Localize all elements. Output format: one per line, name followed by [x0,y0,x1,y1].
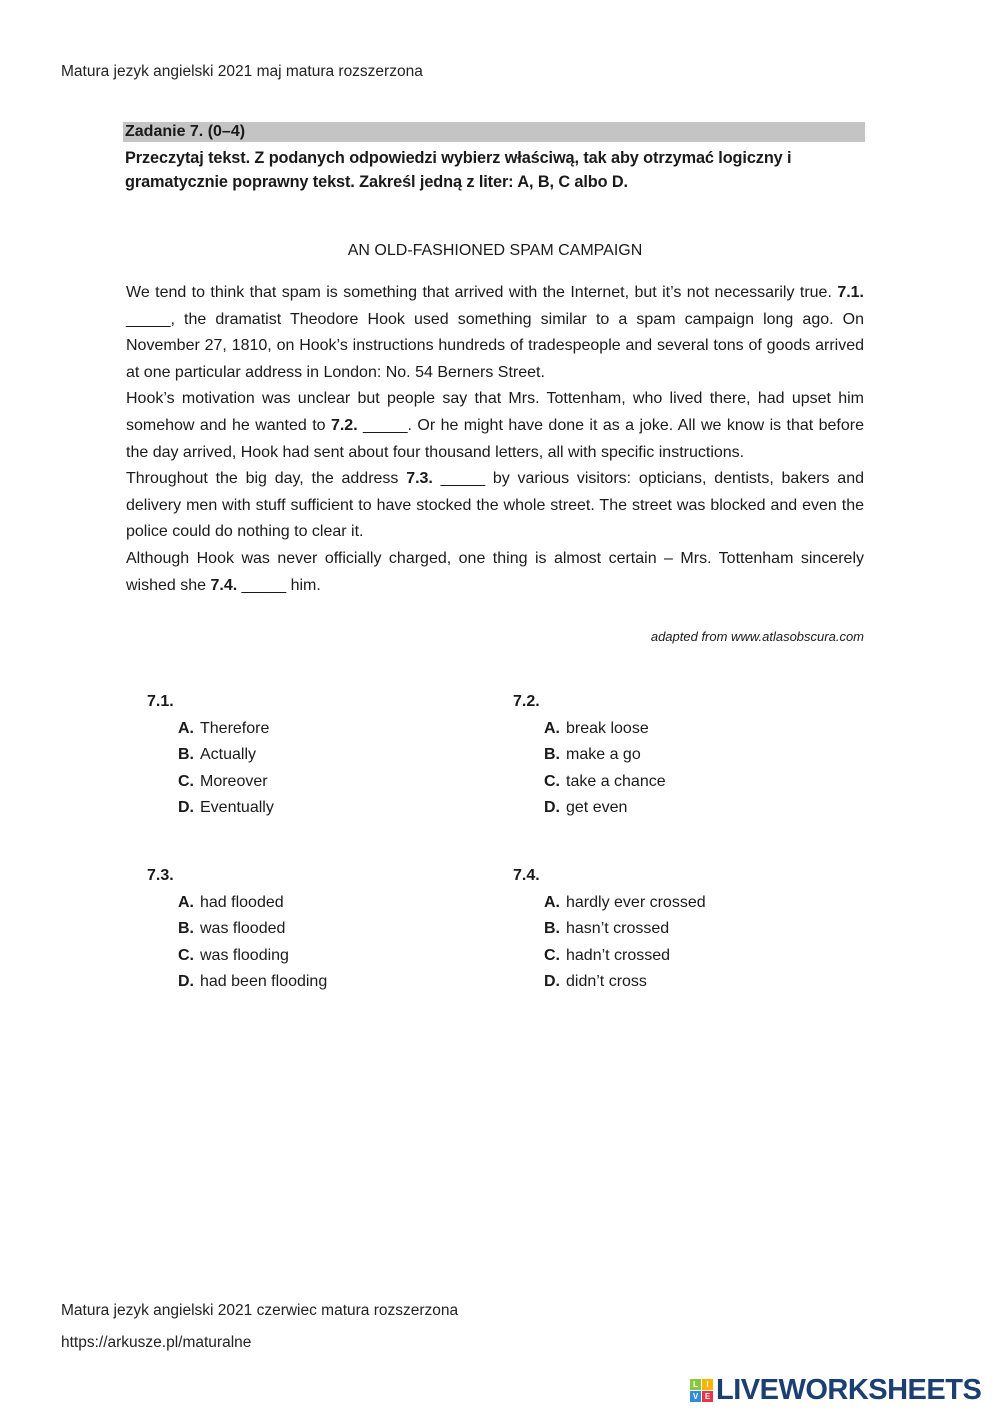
gap-7-3: 7.3. [406,470,433,488]
task-label: Zadanie 7. (0–4) [123,122,865,142]
option-text: Therefore [200,719,270,737]
option-text: get even [566,799,628,817]
option-letter: B. [544,920,560,938]
option-text: take a chance [566,772,666,790]
option-text: didn’t cross [566,973,647,991]
badge-letter: I [702,1379,713,1390]
answer-option[interactable] [178,769,274,796]
option-letter: B. [178,920,194,938]
source-note: adapted from www.atlasobscura.com [650,629,864,644]
paragraph [126,546,864,599]
text-span: Although Hook was never officially charged, one thing is almost certain – Mrs. Tottenham sincerely wished she [126,549,864,594]
option-text: was flooding [200,946,289,964]
option-letter: C. [178,946,194,964]
live-badge-icon [690,1379,713,1402]
option-letter: C. [544,946,560,964]
gap-7-4: 7.4. [210,576,238,594]
answer-option[interactable] [178,943,327,970]
question-4 [513,863,706,996]
answer-option[interactable] [544,969,706,996]
option-text: break loose [566,719,649,737]
answer-option[interactable] [544,742,666,769]
answer-option[interactable] [178,742,274,769]
option-letter: C. [544,772,560,790]
option-letter: D. [178,973,194,991]
question-number: 7.3. [147,867,174,884]
answer-option[interactable] [178,969,327,996]
reading-text [126,280,864,599]
option-text: was flooded [200,920,286,938]
option-letter: D. [178,799,194,817]
option-letter: A. [178,719,194,737]
answer-option[interactable] [544,795,666,822]
answer-option[interactable] [544,916,706,943]
text-title: AN OLD-FASHIONED SPAM CAMPAIGN [347,242,643,259]
question-number: 7.4. [513,867,540,884]
badge-letter: L [690,1379,701,1390]
option-letter: B. [178,746,194,764]
text-span: We tend to think that spam is something that arrived with the Internet, but it’s not necessarily true. [126,284,838,301]
option-text: hadn’t crossed [566,946,671,964]
gap-7-1: 7.1. [837,284,864,301]
option-letter: C. [178,772,194,790]
footer-url[interactable]: https://arkusze.pl/maturalne [61,1334,252,1351]
paragraph [126,466,864,546]
answer-option[interactable] [544,716,666,743]
text-span: _____ by various visitors: opticians, dentists, bakers and delivery men with stuff sufficient to have stocked the whole street. The street was blocked and even the police could do nothing to clear it. [126,470,865,541]
answer-option[interactable] [178,716,274,743]
footer-line-1: Matura jezyk angielski 2021 czerwiec matura rozszerzona [61,1302,459,1319]
question-1 [147,689,274,822]
option-text: Eventually [200,799,274,817]
option-letter: A. [178,893,194,911]
option-letter: A. [544,719,560,737]
paragraph [126,386,864,466]
option-text: had been flooding [200,973,328,991]
option-text: Actually [200,746,257,764]
answer-option[interactable] [178,795,274,822]
option-text: Moreover [200,772,268,790]
option-text: hasn’t crossed [566,920,670,938]
option-text: make a go [566,746,641,764]
question-number: 7.1. [147,693,174,710]
page-header: Matura jezyk angielski 2021 maj matura rozszerzona [61,63,423,80]
text-span: _____, the dramatist Theodore Hook used something similar to a spam campaign long ago. On November 27, 1810, on Hook’s instructions hundreds of tradespeople and several tons of goods arrived at one particular address in London: No. 54 Berners Street. [126,310,864,381]
logo-text: LIVEWORKSHEETS [716,1374,982,1406]
answer-option[interactable] [544,769,666,796]
question-number: 7.2. [513,693,540,710]
gap-7-2: 7.2. [330,416,358,434]
liveworksheets-logo [690,1374,981,1407]
option-letter: B. [544,746,560,764]
task-instruction: Przeczytaj tekst. Z podanych odpowiedzi wybierz właściwą, tak aby otrzymać logiczny i gramatycznie poprawny tekst. Zakreśl jedną z liter: A, B, C albo D. [125,149,792,191]
answer-option[interactable] [544,943,706,970]
text-span: _____ him. [237,576,321,594]
option-letter: A. [544,893,560,911]
option-text: had flooded [200,893,284,911]
answer-option[interactable] [544,890,706,917]
badge-letter: E [702,1391,713,1402]
text-span: Throughout the big day, the address [126,470,407,488]
badge-letter: V [690,1391,701,1402]
option-text: hardly ever crossed [566,893,706,911]
answer-option[interactable] [178,890,327,917]
paragraph [126,280,864,386]
option-letter: D. [544,799,560,817]
text-span: Hook’s motivation was unclear but people say that Mrs. Tottenham, who lived there, had upset him somehow and he wanted to [126,390,864,434]
question-3 [147,863,328,996]
text-span: _____. Or he might have done it as a joke. All we know is that before the day arrived, Hook had sent about four thousand letters, all with specific instructions. [126,416,864,461]
question-2 [513,689,666,822]
option-letter: D. [544,973,560,991]
answer-option[interactable] [178,916,327,943]
